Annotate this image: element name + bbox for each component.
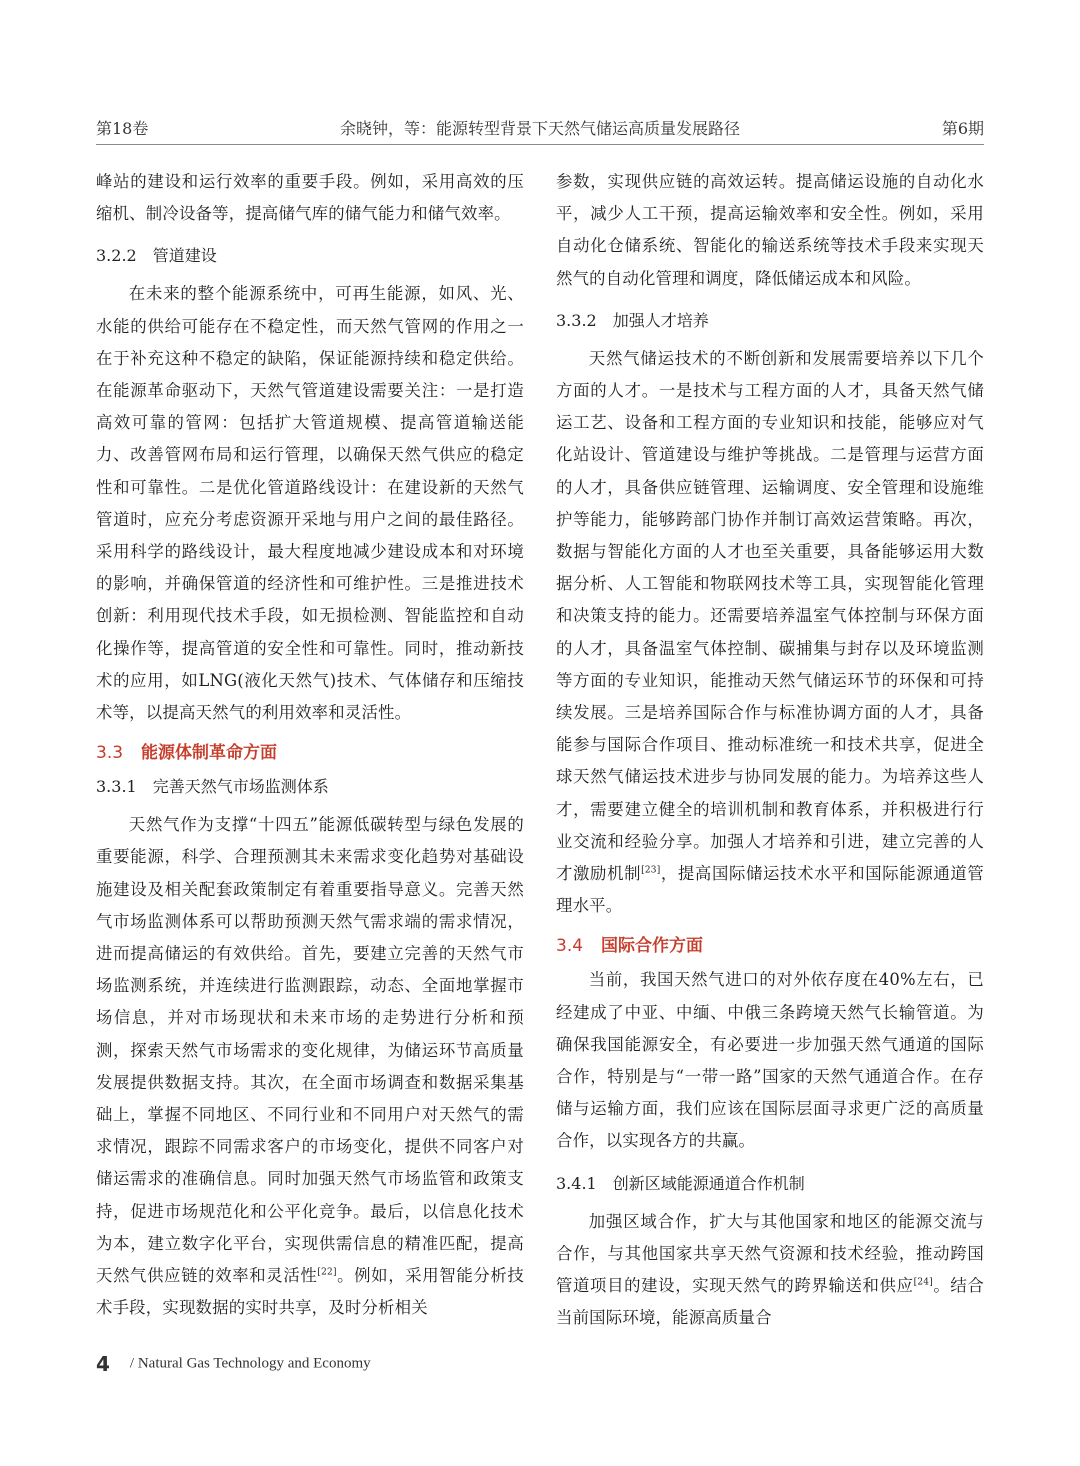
right-column (556, 166, 984, 1335)
section-title: 能源体制革命方面 (141, 743, 278, 764)
section-title: 加强人才培养 (612, 310, 709, 330)
section-title: 管道建设 (152, 246, 217, 266)
section-title: 完善天然气市场监测体系 (152, 777, 329, 797)
paragraph-talent (556, 343, 984, 923)
page-footer (96, 1352, 371, 1382)
issue-label: 第6期 (941, 119, 984, 138)
paragraph-text: ，提高国际储运技术水平和国际能源通道管理水平。 (556, 864, 984, 916)
paragraph-text: 。结合当前国际环境，能源高质量合 (556, 1276, 984, 1328)
section-number: 3.3.2 (556, 310, 597, 330)
citation-ref[interactable]: [24] (913, 1277, 933, 1288)
section-number: 3.2.2 (96, 246, 137, 266)
section-number: 3.4 (556, 936, 584, 957)
section-title: 国际合作方面 (601, 936, 704, 957)
paragraph-pipeline: 在未来的整个能源系统中，可再生能源，如风、光、水能的供给可能存在不稳定性，而天然气管网的作用之一在于补充这种不稳定的缺陷，保证能源持续和稳定供给。在能源革命驱动下，天然气管道建设需要关注：一是打造高效可靠的管网：包括扩大管道规模、提高管道输送能力、改善管网布局和运行管理，以确保天然气供应的稳定性和可靠性。二是优化管道路线设计：在建设新的天然气管道时，应充分考虑资源开采地与用户之间的最佳路径。采用科学的路线设计，最大程度地减少建设成本和对环境的影响，并确保管道的经济性和可维护性。三是推进技术创新：利用现代技术手段，如无损检测、智能监控和自动化操作等，提高管道的安全性和可靠性。同时，推动新技术的应用，如LNG(液化天然气)技术、气体储存和压缩技术等，以提高天然气的利用效率和灵活性。 (96, 284, 524, 723)
section-heading-3-3 (96, 737, 524, 769)
section-heading-3-4 (556, 930, 984, 962)
section-number: 3.4.1 (556, 1173, 597, 1193)
section-title: 创新区域能源通道合作机制 (612, 1173, 805, 1193)
page-number: 4 (96, 1352, 110, 1376)
paragraph-text: 。例如，采用智能分析技术手段，实现数据的实时共享，及时分析相关 (96, 1266, 524, 1318)
paragraph-regional-cooperation (556, 1206, 984, 1335)
running-title: 余晓钟，等：能源转型背景下天然气储运高质量发展路径 (339, 119, 740, 138)
paragraph-continued: 参数，实现供应链的高效运转。提高储运设施的自动化水平，减少人工干预，提高运输效率和安全性。例如，采用自动化仓储系统、智能化的输送系统等技术手段来实现天然气的自动化管理和调度，降低储运成本和风险。 (556, 172, 984, 288)
section-heading-3-3-1 (96, 771, 524, 803)
section-heading-3-3-2 (556, 305, 984, 337)
paragraph-international: 当前，我国天然气进口的对外依存度在40%左右，已经建成了中亚、中缅、中俄三条跨境天然气长输管道。为确保我国能源安全，有必要进一步加强天然气通道的国际合作，特别是与“一带一路”国家的天然气通道合作。在存储与运输方面，我们应该在国际层面寻求更广泛的高质量合作，以实现各方的共赢。 (556, 970, 984, 1151)
paragraph-intro: 峰站的建设和运行效率的重要手段。例如，采用高效的压缩机、制冷设备等，提高储气库的储气能力和储气效率。 (96, 172, 524, 224)
section-heading-3-2-2 (96, 240, 524, 272)
journal-name: / Natural Gas Technology and Economy (129, 1355, 371, 1372)
paragraph-text: 天然气储运技术的不断创新和发展需要培养以下几个方面的人才。一是技术与工程方面的人才，具备天然气储运工艺、设备和工程方面的专业知识和技能，能够应对气化站设计、管道建设与维护等挑战。二是管理与运营方面的人才，具备供应链管理、运输调度、安全管理和设施维护等能力，能够跨部门协作并制订高效运营策略。再次，数据与智能化方面的人才也至关重要，具备能够运用大数据分析、人工智能和物联网技术等工具，实现智能化管理和决策支持的能力。还需要培养温室气体控制与环保方面的人才，具备温室气体控制、碳捕集与封存以及环境监测等方面的专业知识，能推动天然气储运环节的环保和可持续发展。三是培养国际合作与标准协调方面的人才，具备能参与国际合作项目、推动标准统一和技术共享，促进全球天然气储运技术进步与协同发展的能力。为培养这些人才，需要建立健全的培训机制和教育体系，并积极进行行业交流和经验分享。加强人才培养和引进，建立完善的人才激励机制 (556, 348, 984, 884)
section-number: 3.3.1 (96, 777, 137, 797)
left-column (96, 166, 524, 1325)
paragraph-market-monitoring (96, 809, 524, 1324)
running-header (96, 112, 984, 145)
section-heading-3-4-1 (556, 1168, 984, 1200)
paragraph-text: 天然气作为支撑“十四五”能源低碳转型与绿色发展的重要能源，科学、合理预测其未来需求变化趋势对基础设施建设及相关配套政策制定有着重要指导意义。完善天然气市场监测体系可以帮助预测天然气需求端的需求情况，进而提高储运的有效供给。首先，要建立完善的天然气市场监测系统，并连续进行监测跟踪，动态、全面地掌握市场信息，并对市场现状和未来市场的走势进行分析和预测，探索天然气市场需求的变化规律，为储运环节高质量发展提供数据支持。其次，在全面市场调查和数据采集基础上，掌握不同地区、不同行业和不同用户对天然气的需求情况，跟踪不同需求客户的市场变化，提供不同客户对储运需求的准确信息。同时加强天然气市场监管和政策支持，促进市场规范化和公平化竞争。最后，以信息化技术为本，建立数字化平台，实现供需信息的精准匹配，提高天然气供应链的效率和灵活性 (96, 815, 524, 1286)
volume-label: 第18卷 (96, 119, 149, 138)
citation-ref[interactable]: [23] (641, 865, 661, 876)
section-number: 3.3 (96, 743, 124, 764)
citation-ref[interactable]: [22] (317, 1267, 337, 1278)
paragraph-text: 加强区域合作，扩大与其他国家和地区的能源交流与合作，与其他国家共享天然气资源和技术经验，推动跨国管道项目的建设，实现天然气的跨界输送和供应 (556, 1211, 984, 1296)
